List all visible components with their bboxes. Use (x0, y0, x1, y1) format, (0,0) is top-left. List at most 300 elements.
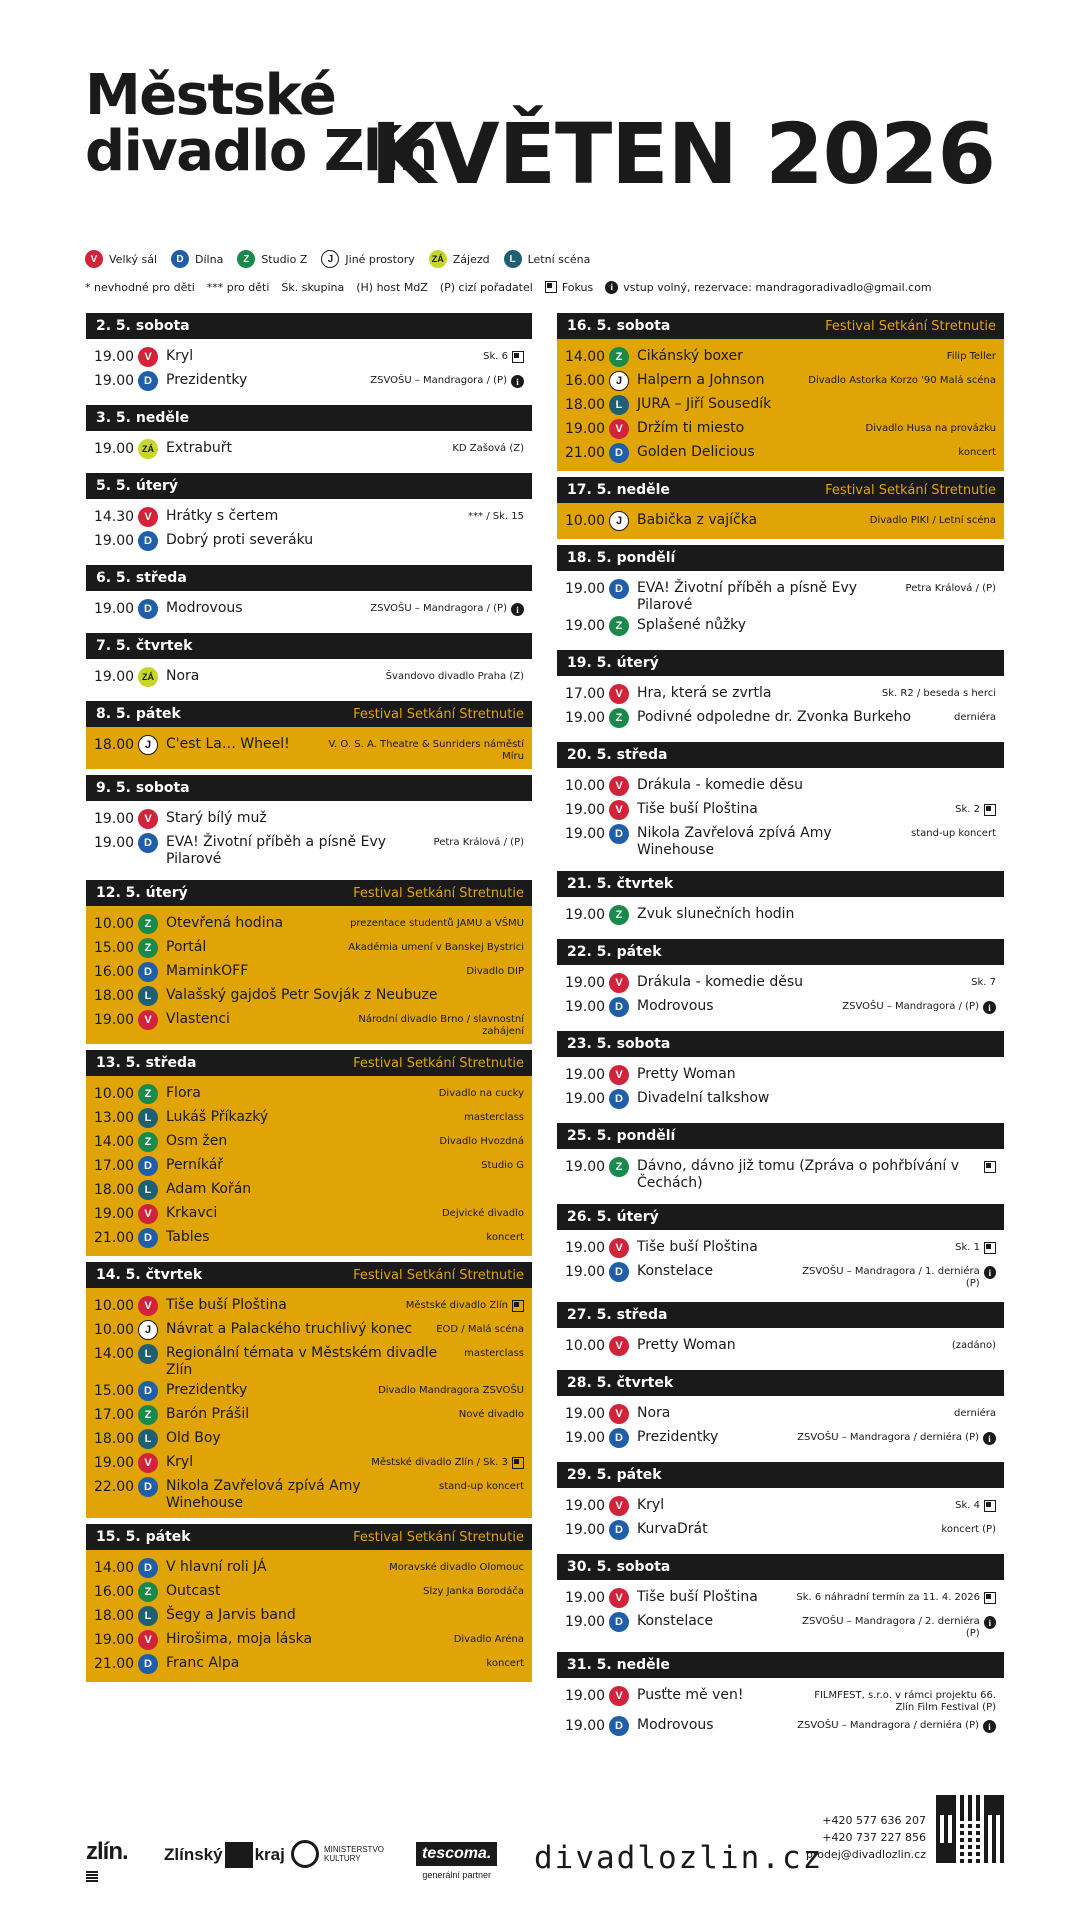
event-note (796, 1612, 996, 1640)
venue-badge-icon: V (138, 1010, 158, 1030)
event-note (452, 439, 524, 455)
event-row[interactable] (557, 1494, 1004, 1518)
event-note (439, 1477, 524, 1493)
venue-badge-icon: Z (609, 616, 629, 636)
event-row[interactable] (557, 1063, 1004, 1087)
event-title[interactable]: Perníkář (166, 1157, 224, 1173)
day-header (557, 313, 1004, 339)
event-row[interactable] (557, 903, 1004, 927)
day-date: 28. 5. čtvrtek (567, 1375, 674, 1391)
venue-badge-icon: ZÁ (138, 667, 158, 687)
event-time: 19.00 (565, 1240, 606, 1256)
zlin-city-logo[interactable]: zlín. (86, 1838, 128, 1865)
venue-badge-icon: J (138, 1320, 158, 1340)
day-header (86, 1050, 532, 1076)
event-note-text: koncert (958, 447, 996, 458)
event-title[interactable]: JURA – Jiří Sousedík (637, 396, 772, 412)
legend-venue-2 (237, 250, 307, 268)
event-title[interactable]: Outcast (166, 1583, 221, 1599)
event-note (464, 1108, 524, 1124)
event-title[interactable]: Babička z vajíčka (637, 512, 758, 528)
event-note (481, 1156, 524, 1172)
event-time: 19.00 (565, 421, 606, 437)
event-title[interactable]: Držím ti miesto (637, 420, 745, 436)
event-note-text: Filip Teller (946, 351, 996, 362)
event-title[interactable]: Hra, která se zvrtla (637, 685, 772, 701)
ministry-logo[interactable] (291, 1840, 384, 1868)
legend-venue-label: Velký sál (109, 252, 158, 266)
event-title[interactable]: KurvaDrát (637, 1521, 708, 1537)
event-time: 10.00 (94, 916, 135, 932)
event-time: 19.00 (565, 1614, 606, 1630)
event-note (442, 1204, 524, 1220)
event-time: 19.00 (565, 999, 606, 1015)
day-events (557, 1230, 1004, 1296)
event-note (324, 735, 524, 763)
event-row[interactable] (557, 1236, 1004, 1260)
event-title[interactable]: Pretty Woman (637, 1066, 736, 1082)
day-block (557, 1302, 1004, 1364)
event-row[interactable] (557, 822, 1004, 859)
venue-badge-icon: Z (138, 1132, 158, 1152)
event-title[interactable]: EVA! Životní příběh a písně Evy Pilarové (637, 580, 858, 613)
event-title[interactable]: V hlavní roli JÁ (166, 1559, 267, 1575)
event-title[interactable]: Franc Alpa (166, 1655, 240, 1671)
event-row[interactable] (557, 393, 1004, 417)
info-icon: i (983, 1001, 996, 1014)
event-row[interactable] (86, 1008, 532, 1038)
event-title[interactable]: Cikánský boxer (637, 348, 743, 364)
venue-badge-icon: D (609, 1716, 629, 1736)
event-title[interactable]: Dobrý proti severáku (166, 532, 314, 548)
venue-badge-icon: V (609, 776, 629, 796)
event-row[interactable] (86, 369, 532, 393)
day-header (557, 650, 1004, 676)
event-title[interactable]: Nikola Zavřelová zpívá Amy Winehouse (637, 825, 832, 858)
event-time: 19.00 (565, 826, 606, 842)
event-row[interactable] (86, 1082, 532, 1106)
venue-badge-icon: V (609, 1588, 629, 1608)
event-note (796, 1686, 996, 1714)
event-note (941, 1520, 996, 1536)
venue-badge-icon: Z (609, 708, 629, 728)
event-row[interactable] (86, 1106, 532, 1130)
event-row[interactable] (557, 682, 1004, 706)
event-row[interactable] (557, 577, 1004, 614)
event-row[interactable] (86, 960, 532, 984)
day-block (86, 565, 532, 627)
event-row[interactable] (557, 509, 1004, 533)
event-time: 18.00 (94, 988, 135, 1004)
event-row[interactable] (86, 733, 532, 763)
event-row[interactable] (86, 1580, 532, 1604)
venue-badge-icon: D (138, 1156, 158, 1176)
day-block (86, 1262, 532, 1518)
day-date: 21. 5. čtvrtek (567, 876, 674, 892)
event-title[interactable]: Vlastenci (166, 1011, 230, 1027)
event-row[interactable] (557, 417, 1004, 441)
event-row[interactable] (86, 831, 532, 868)
event-title[interactable]: Nora (166, 668, 200, 684)
day-block (557, 871, 1004, 933)
day-block (557, 545, 1004, 644)
event-note (882, 684, 996, 700)
event-title[interactable]: Regionální témata v Městském divadle Zlín (166, 1345, 438, 1378)
legend-host: (H) host MdZ (356, 280, 428, 294)
event-time: 19.00 (565, 1718, 606, 1734)
day-block (557, 1554, 1004, 1646)
venue-badge-icon: L (138, 1180, 158, 1200)
event-title[interactable]: Prezidentky (166, 372, 248, 388)
venue-badge-icon: Z (138, 1582, 158, 1602)
event-row[interactable] (557, 441, 1004, 465)
day-date: 13. 5. středa (96, 1055, 197, 1071)
venue-badge-icon: L (504, 250, 522, 268)
event-row[interactable] (86, 1475, 532, 1512)
qr-code[interactable] (936, 1795, 1004, 1863)
event-title[interactable]: Hrátky s čertem (166, 508, 279, 524)
legend-free-entry-label: vstup volný, rezervace: mandragoradivadlo@gmail.com (623, 280, 932, 294)
event-time: 19.00 (565, 1688, 606, 1704)
event-note-text: stand-up koncert (911, 828, 996, 839)
day-date: 22. 5. pátek (567, 944, 662, 960)
event-row[interactable] (86, 1318, 532, 1342)
theatre-name-line1: Městské (85, 63, 336, 128)
schedule-column-right (557, 313, 1004, 1750)
focus-icon (512, 1300, 524, 1312)
event-title[interactable]: Valašský gajdoš Petr Sovják z Neubuze (166, 987, 438, 1003)
event-time: 19.00 (94, 533, 135, 549)
venue-badge-icon: V (609, 1065, 629, 1085)
event-note-text: ZSVOŠU – Mandragora / 1. derniéra (P) (802, 1266, 980, 1289)
festival-label: Festival Setkání Stretnutie (353, 1529, 524, 1545)
tescoma-wordmark: tescoma. (416, 1842, 497, 1866)
event-title[interactable]: Tiše buší Ploština (637, 801, 758, 817)
event-row[interactable] (86, 936, 532, 960)
event-row[interactable] (86, 807, 532, 831)
venue-badge-icon: J (138, 735, 158, 755)
event-time: 14.00 (94, 1346, 135, 1362)
event-row[interactable] (86, 1604, 532, 1628)
event-title[interactable]: Dávno, dávno již tomu (Zpráva o pohřbívání v Čechách) (637, 1158, 960, 1191)
event-note-text: Studio G (481, 1160, 524, 1171)
website-link[interactable]: divadlozlin.cz (534, 1840, 824, 1876)
venue-badge-icon: D (138, 833, 158, 853)
event-note-text: Sk. 7 (971, 977, 996, 988)
event-row[interactable] (86, 1652, 532, 1676)
focus-icon (545, 281, 557, 293)
event-row[interactable] (557, 1586, 1004, 1610)
day-date: 20. 5. středa (567, 747, 668, 763)
venue-badge-icon: D (609, 1520, 629, 1540)
event-note (842, 997, 996, 1014)
focus-icon (512, 351, 524, 363)
event-title[interactable]: Kryl (166, 1454, 194, 1470)
event-note-text: Sk. 6 náhradní termín za 11. 4. 2026 (796, 1592, 980, 1603)
day-header (557, 1652, 1004, 1678)
event-title[interactable]: Halpern a Johnson (637, 372, 765, 388)
legend-venue-5 (504, 250, 591, 268)
event-row[interactable] (557, 798, 1004, 822)
event-title[interactable]: Drákula - komedie děsu (637, 974, 804, 990)
event-title[interactable]: Podivné odpoledne dr. Zvonka Burkeho (637, 709, 912, 725)
event-title[interactable]: Splašené nůžky (637, 617, 747, 633)
event-row[interactable] (557, 774, 1004, 798)
day-date: 29. 5. pátek (567, 1467, 662, 1483)
event-title[interactable]: Tiše buší Ploština (637, 1589, 758, 1605)
event-title[interactable]: Tiše buší Ploština (637, 1239, 758, 1255)
event-row[interactable] (557, 369, 1004, 393)
day-events (557, 1149, 1004, 1198)
day-block (557, 1462, 1004, 1548)
event-row[interactable] (557, 1260, 1004, 1290)
festival-label: Festival Setkání Stretnutie (353, 1055, 524, 1071)
event-time: 19.00 (565, 1067, 606, 1083)
event-note (955, 1238, 996, 1254)
legend-venues (85, 248, 985, 270)
event-row[interactable] (557, 1714, 1004, 1738)
event-note-text: Sk. 4 (955, 1500, 980, 1511)
event-title[interactable]: Konstelace (637, 1613, 714, 1629)
event-title[interactable]: Tables (166, 1229, 210, 1245)
event-title[interactable]: EVA! Životní příběh a písně Evy Pilarové (166, 834, 387, 867)
day-header (557, 477, 1004, 503)
event-title[interactable]: Šegy a Jarvis band (166, 1607, 296, 1623)
event-title[interactable]: Drákula - komedie děsu (637, 777, 804, 793)
festival-label: Festival Setkání Stretnutie (825, 482, 996, 498)
event-note-text: KD Zašová (Z) (452, 443, 524, 454)
event-row[interactable] (557, 1155, 1004, 1192)
event-note-text: koncert (P) (941, 1524, 996, 1535)
day-date: 18. 5. pondělí (567, 550, 676, 566)
event-row[interactable] (557, 1087, 1004, 1111)
event-title[interactable]: Starý bílý muž (166, 810, 267, 826)
legend-venue-4 (429, 250, 490, 268)
event-row[interactable] (557, 995, 1004, 1019)
event-row[interactable] (557, 971, 1004, 995)
event-row[interactable] (86, 1451, 532, 1475)
event-time: 14.30 (94, 509, 135, 525)
event-title[interactable]: Nikola Zavřelová zpívá Amy Winehouse (166, 1478, 361, 1511)
venue-badge-icon: D (138, 1654, 158, 1674)
event-row[interactable] (86, 1154, 532, 1178)
legend-venue-label: Studio Z (261, 252, 308, 266)
event-time: 19.00 (565, 1091, 606, 1107)
venue-badge-icon: D (138, 531, 158, 551)
focus-icon (512, 1457, 524, 1469)
event-row[interactable] (86, 1178, 532, 1202)
event-title[interactable]: Tiše buší Ploština (166, 1297, 287, 1313)
event-time: 17.00 (565, 686, 606, 702)
day-date: 3. 5. neděle (96, 410, 190, 426)
zlin-region-logo[interactable] (164, 1842, 285, 1868)
event-title[interactable]: Modrovous (166, 600, 243, 616)
event-row[interactable] (557, 345, 1004, 369)
day-block (86, 313, 532, 399)
event-title[interactable]: Pusťte mě ven! (637, 1687, 744, 1703)
event-title[interactable]: Prezidentky (637, 1429, 719, 1445)
event-note (796, 1588, 996, 1604)
event-title[interactable]: Krkavci (166, 1205, 218, 1221)
day-events (557, 768, 1004, 865)
event-note (486, 1654, 524, 1670)
event-title[interactable]: Konstelace (637, 1263, 714, 1279)
event-title[interactable]: Modrovous (637, 1717, 714, 1733)
event-row[interactable] (86, 665, 532, 689)
event-title[interactable]: Kryl (637, 1497, 665, 1513)
phone-2[interactable]: +420 737 227 856 (822, 1831, 926, 1844)
event-row[interactable] (86, 1342, 532, 1379)
event-title[interactable]: Nora (637, 1405, 671, 1421)
venue-badge-icon: L (138, 1344, 158, 1364)
region-logo-right: kraj (254, 1845, 285, 1864)
event-row[interactable] (86, 529, 532, 553)
event-row[interactable] (557, 614, 1004, 638)
event-time: 19.00 (565, 710, 606, 726)
event-title[interactable]: Golden Delicious (637, 444, 755, 460)
event-row[interactable] (557, 1334, 1004, 1358)
event-time: 19.00 (565, 802, 606, 818)
event-row[interactable] (86, 1628, 532, 1652)
event-row[interactable] (86, 1427, 532, 1451)
event-time: 19.00 (565, 618, 606, 634)
event-time: 18.00 (565, 397, 606, 413)
event-title[interactable]: Otevřená hodina (166, 915, 284, 931)
event-row[interactable] (86, 1556, 532, 1580)
day-date: 7. 5. čtvrtek (96, 638, 193, 654)
day-block (557, 939, 1004, 1025)
event-note-text: *** / Sk. 15 (468, 511, 524, 522)
event-title[interactable]: Extrabuřt (166, 440, 232, 456)
event-row[interactable] (557, 1402, 1004, 1426)
event-row[interactable] (86, 984, 532, 1008)
event-time: 19.00 (94, 1632, 135, 1648)
day-events (557, 339, 1004, 471)
venue-badge-icon: L (138, 1108, 158, 1128)
day-header (557, 1302, 1004, 1328)
event-note (911, 824, 996, 840)
event-title[interactable]: Adam Kořán (166, 1181, 252, 1197)
event-row[interactable] (557, 1518, 1004, 1542)
event-row[interactable] (86, 1226, 532, 1250)
event-title[interactable]: Zvuk slunečních hodin (637, 906, 795, 922)
event-row[interactable] (86, 912, 532, 936)
focus-icon (984, 1242, 996, 1254)
event-note-text: Národní divadlo Brno / slavnostní zahájení (358, 1014, 524, 1037)
tescoma-logo[interactable] (416, 1842, 497, 1880)
day-block (557, 1204, 1004, 1296)
event-title[interactable]: Prezidentky (166, 1382, 248, 1398)
legend-venue-1 (171, 250, 223, 268)
event-row[interactable] (86, 1379, 532, 1403)
event-row[interactable] (86, 597, 532, 621)
day-date: 6. 5. středa (96, 570, 187, 586)
event-time: 19.00 (565, 1430, 606, 1446)
legend-venue-label: Letní scéna (527, 252, 591, 266)
venue-badge-icon: V (609, 1686, 629, 1706)
event-title[interactable]: C'est La… Wheel! (166, 736, 290, 752)
event-note-text: FILMFEST, s.r.o. v rámci projektu 66. Zlín Film Festival (P) (814, 1690, 996, 1713)
event-title[interactable]: Portál (166, 939, 207, 955)
event-row[interactable] (86, 505, 532, 529)
event-title[interactable]: Kryl (166, 348, 194, 364)
event-row[interactable] (557, 1684, 1004, 1714)
legend-venue-label: Jiné prostory (345, 252, 415, 266)
venue-badge-icon: V (609, 800, 629, 820)
event-time: 13.00 (94, 1110, 135, 1126)
event-title[interactable]: Lukáš Příkazký (166, 1109, 269, 1125)
event-title[interactable]: Osm žen (166, 1133, 228, 1149)
phone-1[interactable]: +420 577 636 207 (822, 1814, 926, 1827)
event-title[interactable]: Flora (166, 1085, 201, 1101)
day-date: 9. 5. sobota (96, 780, 190, 796)
day-header (557, 1462, 1004, 1488)
venue-badge-icon: D (609, 1089, 629, 1109)
event-note-text: Petra Králová / (P) (905, 583, 996, 594)
venue-badge-icon: J (321, 250, 339, 268)
day-header (557, 742, 1004, 768)
email-link[interactable]: prodej@divadlozlin.cz (805, 1848, 926, 1861)
event-note-text: derniéra (954, 1408, 996, 1419)
event-row[interactable] (557, 706, 1004, 730)
event-note-text: EOD / Malá scéna (436, 1324, 524, 1335)
event-title[interactable]: Hirošima, moja láska (166, 1631, 313, 1647)
event-title[interactable]: Barón Prášil (166, 1406, 250, 1422)
event-note (797, 1428, 996, 1445)
festival-label: Festival Setkání Stretnutie (353, 885, 524, 901)
day-header (86, 775, 532, 801)
day-events (557, 676, 1004, 736)
event-row[interactable] (86, 437, 532, 461)
event-row[interactable] (86, 1130, 532, 1154)
theatre-name-line2: divadlo Zlín (85, 119, 437, 184)
event-title[interactable]: Pretty Woman (637, 1337, 736, 1353)
event-title[interactable]: Návrat a Palackého truchlivý konec (166, 1321, 413, 1337)
info-icon: i (511, 603, 524, 616)
event-note-text: Dejvické divadlo (441, 1208, 524, 1219)
event-row[interactable] (86, 1403, 532, 1427)
event-title[interactable]: Modrovous (637, 998, 714, 1014)
event-time: 15.00 (94, 940, 135, 956)
event-note-text: Sk. 2 (955, 804, 980, 815)
day-events (86, 591, 532, 627)
event-note (958, 443, 996, 459)
event-note (797, 1716, 996, 1733)
event-row[interactable] (557, 1610, 1004, 1640)
event-time: 10.00 (565, 513, 606, 529)
event-time: 18.00 (94, 1608, 135, 1624)
event-row[interactable] (86, 1202, 532, 1226)
event-title[interactable]: Divadelní talkshow (637, 1090, 770, 1106)
event-note-text: (zadáno) (951, 1340, 996, 1351)
event-title[interactable]: Old Boy (166, 1430, 221, 1446)
venue-badge-icon: V (609, 684, 629, 704)
event-row[interactable] (557, 1426, 1004, 1450)
event-row[interactable] (86, 345, 532, 369)
venue-badge-icon: Z (138, 1084, 158, 1104)
event-note (483, 347, 524, 363)
event-row[interactable] (86, 1294, 532, 1318)
day-events (86, 1076, 532, 1256)
venue-badge-icon: D (138, 1477, 158, 1497)
event-time: 19.00 (565, 907, 606, 923)
event-note (870, 511, 996, 527)
legend-focus (545, 281, 593, 294)
event-note (459, 1405, 524, 1421)
day-events (557, 1488, 1004, 1548)
event-title[interactable]: MaminkOFF (166, 963, 249, 979)
venue-badge-icon: Z (609, 347, 629, 367)
